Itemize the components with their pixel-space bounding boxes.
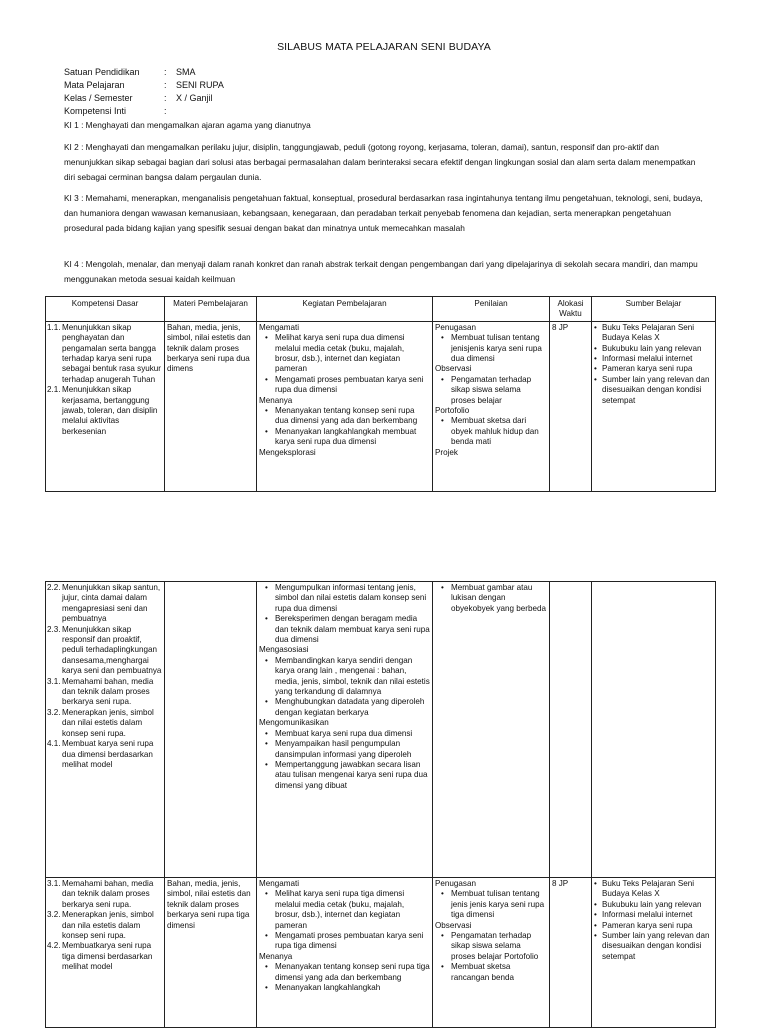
penilaian-cell bbox=[433, 878, 550, 1028]
kd-number: 2.1. bbox=[47, 385, 61, 395]
ki-3: KI 3 : Memahami, menerapkan, menganalisis pengetahuan faktual, konseptual, prosedural berdasarkan rasa ingintahunya tentang ilmu pengetahuan, teknologi, seni, budaya, dan humaniora dengan wawasan kemanusiaan, kebangsaan, kenegaraan, dan peradaban terkait penyebab fenomena dan kejadian, serta menerapkan pengetahuan prosedural pada bidang kajian yang spesifik sesuai dengan bakat dan minatnya untuk memecahkan masalah bbox=[64, 193, 703, 233]
penilaian-heading: Projek bbox=[435, 447, 458, 457]
materi-cell bbox=[165, 582, 257, 878]
col-header-sumber: Sumber Belajar bbox=[592, 297, 716, 322]
ki-2: KI 2 : Menghayati dan mengamalkan perilaku jujur, disiplin, tanggungjawab, peduli (gotong royong, kerjasama, toleran, damai), santun, responsif dan pro-aktif dan menunjukkan sikap sebagai bagian dari solusi atas berbagai permasalahan dalam berinteraksi secara efektif dengan lingkungan sosial dan alam serta dalam menempatkan diri sebagai cerminan bangsa dalam pergaulan dunia. bbox=[64, 142, 696, 182]
kegiatan-item: • Membandingkan karya sendiri dengan karya orang lain , mengenai : bahan, media, jenis, simbol, teknik dan nilai estetis yang terkandung di dalamnya bbox=[259, 656, 430, 698]
alokasi-cell: 8 JP bbox=[550, 878, 592, 1028]
materi-cell: Bahan, media, jenis, simbol, nilai estetis dan teknik dalam proses berkarya seni rupa tiga dimensi bbox=[165, 878, 257, 1028]
kd-number: 4.1. bbox=[47, 739, 61, 749]
kegiatan-item: • Melihat karya seni rupa dua dimensi melalui media cetak (buku, majalah, brosur, dsb.), internet dan kegiatan pameran bbox=[259, 333, 430, 375]
penilaian-item: • Membuat gambar atau lukisan dengan obyekobyek yang berbeda bbox=[435, 583, 547, 614]
materi-cell: Bahan, media, jenis, simbol, nilai estetis dan teknik dalam proses berkarya seni rupa dua dimens bbox=[165, 321, 257, 491]
kd-text: Menunjukkan sikap kerjasama, bertanggung jawab, toleran, dan disiplin melalui aktivitas berkesenian bbox=[62, 385, 158, 436]
kd-number: 3.1. bbox=[47, 676, 61, 686]
kegiatan-item: • Membuat karya seni rupa dua dimensi bbox=[259, 729, 430, 739]
penilaian-heading: Penugasan bbox=[435, 879, 476, 888]
col-header-kegiatan: Kegiatan Pembelajaran bbox=[257, 297, 433, 322]
kegiatan-heading: Menanya bbox=[259, 951, 293, 961]
kegiatan-item: • Menanyakan langkahlangkah membuat karya seni rupa dua dimensi bbox=[259, 427, 430, 448]
table-row bbox=[46, 582, 716, 878]
kd-cell bbox=[46, 878, 165, 1028]
kegiatan-cell bbox=[257, 582, 433, 878]
document-title: SILABUS MATA PELAJARAN SENI BUDAYA bbox=[277, 41, 491, 53]
kd-item bbox=[48, 739, 162, 770]
col-header-penilaian: Penilaian bbox=[433, 297, 550, 322]
kegiatan-item: • Menghubungkan datadata yang diperoleh dengan kegiatan berkarya bbox=[259, 697, 430, 718]
kd-item bbox=[48, 323, 162, 385]
kegiatan-cell bbox=[257, 321, 433, 491]
kd-text: Menerapkan jenis, simbol dan nilai estetis dalam konsep seni rupa. bbox=[62, 707, 154, 738]
sumber-item: • Bukubuku lain yang relevan bbox=[594, 900, 713, 910]
kd-cell bbox=[46, 321, 165, 491]
kegiatan-item: • Mengamati proses pembuatan karya seni rupa dua dimensi bbox=[259, 375, 430, 396]
silabus-table-part-1 bbox=[45, 296, 716, 492]
alokasi-cell bbox=[550, 582, 592, 878]
info-label: Kelas / Semester bbox=[64, 93, 133, 103]
info-row-satuan bbox=[64, 66, 196, 79]
col-header-kd: Kompetensi Dasar bbox=[46, 297, 165, 322]
penilaian-heading: Observasi bbox=[435, 920, 472, 930]
kegiatan-item: • Mengumpulkan informasi tentang jenis, simbol dan nilai estetis dalam konsep seni rupa dua dimensi bbox=[259, 583, 430, 614]
kd-number: 3.1. bbox=[47, 879, 61, 888]
kd-text: Menerapkan jenis, simbol dan nila estetis dalam konsep seni rupa. bbox=[62, 910, 154, 941]
sumber-item: • Informasi melalui internet bbox=[594, 354, 713, 364]
info-row-kelas bbox=[64, 92, 213, 105]
silabus-table-part-2 bbox=[45, 581, 716, 1028]
kd-text: Menunjukkan sikap penghayatan dan pengamalan serta bangga terhadap karya seni rupa sebagai bentuk rasa syukur terhadap anugerah Tuhan bbox=[62, 322, 161, 384]
sumber-item: • Pameran karya seni rupa bbox=[594, 364, 713, 374]
kegiatan-item: • Menyampaikan hasil pengumpulan dansimpulan informasi yang diperoleh bbox=[259, 739, 430, 760]
kd-item bbox=[48, 625, 162, 677]
sumber-item: • Informasi melalui internet bbox=[594, 910, 713, 920]
penilaian-heading: Portofolio bbox=[435, 406, 470, 416]
penilaian-item: • Membuat tulisan tentang jenis jenis karya seni rupa tiga dimensi bbox=[435, 889, 547, 920]
penilaian-heading: Penugasan bbox=[435, 322, 476, 332]
info-label: Mata Pelajaran bbox=[64, 80, 125, 90]
kegiatan-item: • Menanyakan tentang konsep seni rupa dua dimensi yang ada dan berkembang bbox=[259, 406, 430, 427]
info-row-ki bbox=[64, 105, 176, 118]
kd-text: Memahami bahan, media dan teknik dalam proses berkarya seni rupa. bbox=[62, 676, 154, 707]
penilaian-item: • Membuat sketsa rancangan benda bbox=[435, 962, 547, 983]
info-sep: : bbox=[164, 93, 167, 103]
penilaian-cell bbox=[433, 321, 550, 491]
sumber-item: • Sumber lain yang relevan dan disesuaikan dengan kondisi setempat bbox=[594, 375, 713, 406]
sumber-cell bbox=[592, 582, 716, 878]
kd-number: 2.2. bbox=[47, 583, 61, 592]
ki-4: KI 4 : Mengolah, menalar, dan menyaji dalam ranah konkret dan ranah abstrak terkait dengan pengembangan dari yang dipelajarinya di sekolah secara mandiri, dan mampu menggunakan metoda sesuai kaidah keilmuan bbox=[64, 259, 698, 284]
kd-text: Menunjukkan sikap santun, jujur, cinta damai dalam mengapresiasi seni dan pembuatnya bbox=[62, 583, 161, 624]
info-value: SMA bbox=[176, 67, 196, 77]
kd-number: 3.2. bbox=[47, 707, 61, 717]
kegiatan-item: • Bereksperimen dengan beragam media dan teknik dalam membuat karya seni rupa dua dimensi bbox=[259, 614, 430, 645]
kegiatan-heading: Mengamati bbox=[259, 322, 300, 332]
kegiatan-heading: Mengomunikasikan bbox=[259, 718, 329, 728]
info-sep: : bbox=[164, 106, 167, 116]
col-header-alokasi: Alokasi Waktu bbox=[550, 297, 592, 322]
kegiatan-item: • Melihat karya seni rupa tiga dimensi melalui media cetak (buku, majalah, brosur, dsb.), internet dan kegiatan pameran bbox=[259, 889, 430, 931]
kegiatan-heading: Mengamati bbox=[259, 879, 300, 888]
kd-item bbox=[48, 583, 162, 625]
kd-text: Membuat karya seni rupa dua dimensi berdasarkan melihat model bbox=[62, 739, 154, 769]
kegiatan-item: • Menanyakan tentang konsep seni rupa tiga dimensi yang ada dan berkembang bbox=[259, 962, 430, 983]
kd-number: 3.2. bbox=[47, 910, 61, 920]
alokasi-cell: 8 JP bbox=[550, 321, 592, 491]
kd-item bbox=[48, 941, 162, 972]
sumber-item: • Pameran karya seni rupa bbox=[594, 921, 713, 931]
kegiatan-heading: Mengasosiasi bbox=[259, 645, 309, 655]
ki-1: KI 1 : Menghayati dan mengamalkan ajaran agama yang dianutnya bbox=[64, 120, 311, 130]
info-row-mapel bbox=[64, 79, 224, 92]
sumber-item: • Sumber lain yang relevan dan disesuaikan dengan kondisi setempat bbox=[594, 931, 713, 962]
penilaian-item: • Pengamatan terhadap sikap siswa selama proses belajar bbox=[435, 375, 547, 406]
penilaian-item: • Membuat tulisan tentang jenisjenis karya seni rupa dua dimensi bbox=[435, 333, 547, 364]
table-row bbox=[46, 878, 716, 1028]
kd-number: 2.3. bbox=[47, 624, 61, 634]
kd-text: Menunjukkan sikap responsif dan proaktif, peduli terhadaplingkungan dansesama,menghargai karya seni dan pembuatnya bbox=[62, 624, 162, 676]
info-value: X / Ganjil bbox=[176, 93, 213, 103]
kd-item bbox=[48, 879, 162, 910]
penilaian-cell bbox=[433, 582, 550, 878]
sumber-cell bbox=[592, 321, 716, 491]
info-label: Satuan Pendidikan bbox=[64, 67, 140, 77]
info-sep: : bbox=[164, 67, 167, 77]
kegiatan-item: • Menanyakan langkahlangkah bbox=[259, 983, 430, 993]
table-row bbox=[46, 321, 716, 491]
kegiatan-cell bbox=[257, 878, 433, 1028]
info-sep: : bbox=[164, 80, 167, 90]
kegiatan-heading: Menanya bbox=[259, 395, 293, 405]
info-label: Kompetensi Inti bbox=[64, 106, 127, 116]
sumber-item: • Bukubuku lain yang relevan bbox=[594, 344, 713, 354]
info-value: SENI RUPA bbox=[176, 80, 224, 90]
kegiatan-heading: Mengeksplorasi bbox=[259, 447, 316, 457]
sumber-item: • Buku Teks Pelajaran Seni Budaya Kelas X bbox=[594, 323, 713, 344]
kd-item bbox=[48, 385, 162, 437]
kd-text: Membuatkarya seni rupa tiga dimensi berdasarkan melihat model bbox=[62, 941, 153, 972]
col-header-materi: Materi Pembelajaran bbox=[165, 297, 257, 322]
penilaian-heading: Observasi bbox=[435, 364, 472, 374]
kd-item bbox=[48, 708, 162, 739]
kegiatan-item: • Mempertanggung jawabkan secara lisan atau tulisan mengenai karya seni rupa dua dimensi yang dibuat bbox=[259, 760, 430, 791]
penilaian-item: • Membuat sketsa dari obyek mahluk hidup dan benda mati bbox=[435, 416, 547, 447]
table-header-row bbox=[46, 297, 716, 322]
kd-text: Memahami bahan, media dan teknik dalam proses berkarya seni rupa. bbox=[62, 879, 154, 909]
kd-number: 1.1. bbox=[47, 322, 61, 332]
kd-cell bbox=[46, 582, 165, 878]
kegiatan-item: • Mengamati proses pembuatan karya seni rupa tiga dimensi bbox=[259, 931, 430, 952]
penilaian-item: • Pengamatan terhadap sikap siswa selama proses belajar Portofolio bbox=[435, 931, 547, 962]
kd-number: 4.2. bbox=[47, 941, 61, 951]
kd-item bbox=[48, 677, 162, 708]
sumber-item: • Buku Teks Pelajaran Seni Budaya Kelas X bbox=[594, 879, 713, 900]
kd-item bbox=[48, 910, 162, 941]
sumber-cell bbox=[592, 878, 716, 1028]
